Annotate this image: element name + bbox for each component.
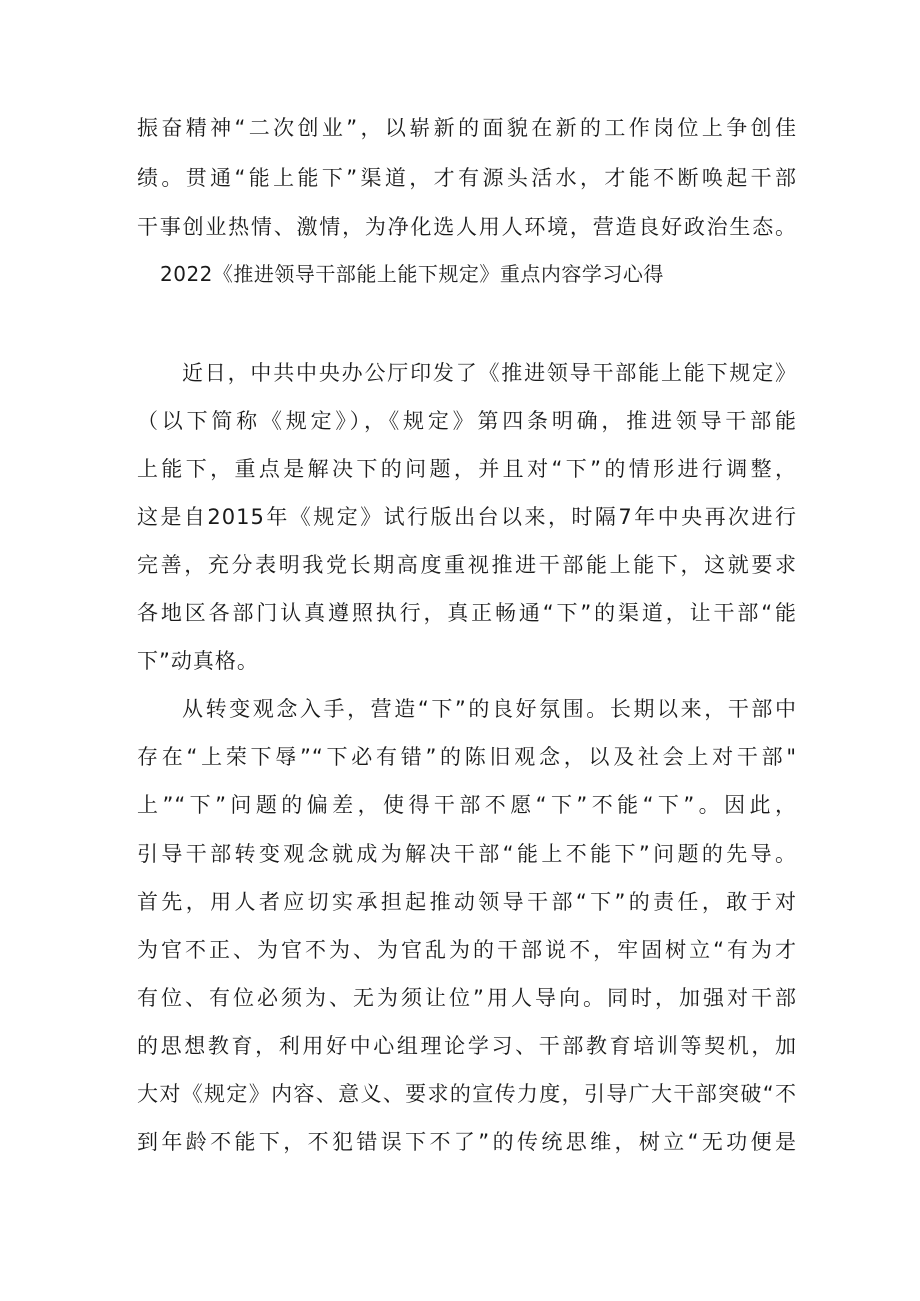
text-line: 的思想教育，利用好中心组理论学习、干部教育培训等契机，加 [137, 1034, 797, 1058]
text-line: 完善，充分表明我党长期高度重视推进干部能上能下，这就要求 [137, 553, 797, 577]
text-line: 近日，中共中央办公厅印发了《推进领导干部能上能下规定》 [182, 361, 797, 385]
text-line: 引导干部转变观念就成为解决干部“能上不能下”问题的先导。 [137, 842, 797, 866]
text-line: 这是自2015年《规定》试行版出台以来，时隔7年中央再次进行 [137, 505, 797, 529]
text-line: 绩。贯通“能上能下”渠道，才有源头活水，才能不断唤起干部 [137, 166, 797, 190]
text-line: 上能下，重点是解决下的问题，并且对“下”的情形进行调整， [137, 457, 797, 481]
article-title: 2022《推进领导干部能上能下规定》重点内容学习心得 [160, 262, 664, 286]
text-line: 下”动真格。 [137, 649, 259, 673]
text-line: 从转变观念入手，营造“下”的良好氛围。长期以来，干部中 [182, 697, 797, 721]
text-line: 到年龄不能下，不犯错误下不了”的传统思维，树立“无功便是 [137, 1130, 797, 1154]
text-line: （以下简称《规定》），《规定》第四条明确，推进领导干部能 [137, 409, 797, 433]
text-line: 有位、有位必须为、无为须让位”用人导向。同时，加强对干部 [137, 986, 797, 1010]
text-line: 为官不正、为官不为、为官乱为的干部说不，牢固树立“有为才 [137, 938, 797, 962]
text-line: 各地区各部门认真遵照执行，真正畅通“下”的渠道，让干部“能 [137, 601, 797, 625]
text-line: 上”“下”问题的偏差，使得干部不愿“下”不能“下”。因此， [137, 793, 797, 817]
text-line: 干事创业热情、激情，为净化选人用人环境，营造良好政治生态。 [137, 215, 797, 239]
text-line: 存在“上荣下辱”“下必有错”的陈旧观念，以及社会上对干部" [137, 745, 797, 769]
text-line: 振奋精神“二次创业”，以崭新的面貌在新的工作岗位上争创佳 [137, 116, 797, 140]
text-line: 大对《规定》内容、意义、要求的宣传力度，引导广大干部突破“不 [137, 1082, 797, 1106]
text-line: 首先，用人者应切实承担起推动领导干部“下”的责任，敢于对 [137, 890, 797, 914]
